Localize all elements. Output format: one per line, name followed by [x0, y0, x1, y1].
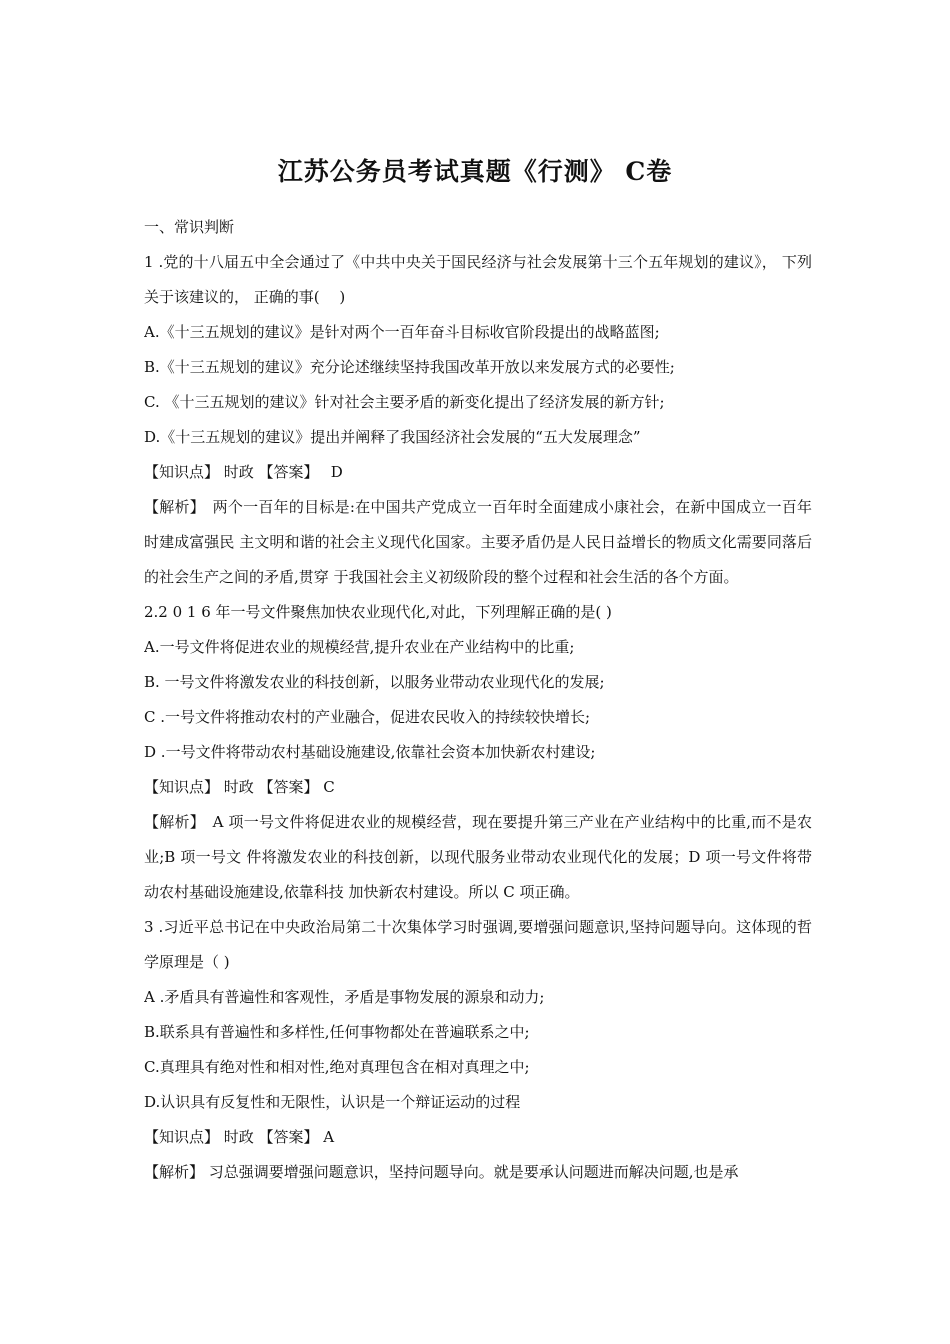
document-body [144, 210, 812, 1190]
question-1-option-c: C. 《十三五规划的建议》针对社会主要矛盾的新变化提出了经济发展的新方针; [144, 393, 665, 411]
question-1-stem: 1 .党的十八届五中全会通过了《中共中央关于国民经济与社会发展第十三个五年规划的建议》， 下列关于该建议的， 正确的事( ) [144, 253, 812, 306]
question-3-option-a: A .矛盾具有普遍性和客观性，矛盾是事物发展的源泉和动力; [144, 988, 545, 1006]
question-1-analysis: 【解析】 两个一百年的目标是:在中国共产党成立一百年时全面建成小康社会，在新中国成立一百年时建成富强民 主文明和谐的社会主义现代化国家。主要矛盾仍是人民日益增长的物质文化需要同落后的社会生产之间的矛盾,贯穿 于我国社会主义初级阶段的整个过程和社会生活的各个方面。 [144, 498, 812, 586]
question-2-answer: 【知识点】 时政 【答案】 C [144, 778, 335, 796]
question-3-option-d: D.认识具有反复性和无限性，认识是一个辩证运动的过程 [144, 1093, 521, 1111]
question-2-stem: 2.2 0 1 6 年一号文件聚焦加快农业现代化,对此，下列理解正确的是( ) [144, 603, 612, 621]
section-heading: 一、常识判断 [144, 218, 235, 236]
question-2-analysis: 【解析】 A 项一号文件将促进农业的规模经营，现在要提升第三产业在产业结构中的比重,而不是农业;B 项一号文 件将激发农业的科技创新，以现代服务业带动农业现代化的发展；D 项一号文件将带动农村基础设施建设,依靠科技 加快新农村建设。所以 C 项正确。 [144, 813, 812, 901]
question-2-option-c: C .一号文件将推动农村的产业融合，促进农民收入的持续较快增长; [144, 708, 591, 726]
question-1-option-a: A.《十三五规划的建议》是针对两个一百年奋斗目标收官阶段提出的战略蓝图; [144, 323, 660, 341]
question-2-option-a: A.一号文件将促进农业的规模经营,提升农业在产业结构中的比重; [144, 638, 575, 656]
question-1-option-b: B.《十三五规划的建议》充分论述继续坚持我国改革开放以来发展方式的必要性; [144, 358, 675, 376]
question-1-option-d: D.《十三五规划的建议》提出并阐释了我国经济社会发展的“五大发展理念” [144, 428, 641, 446]
question-3-option-b: B.联系具有普遍性和多样性,任何事物都处在普遍联系之中; [144, 1023, 530, 1041]
question-1-answer: 【知识点】 时政 【答案】 D [144, 463, 343, 481]
question-3-answer: 【知识点】 时政 【答案】 A [144, 1128, 335, 1146]
question-3-analysis: 【解析】 习总强调要增强问题意识，坚持问题导向。就是要承认问题进而解决问题,也是承 [144, 1163, 739, 1181]
question-3-option-c: C.真理具有绝对性和相对性,绝对真理包含在相对真理之中; [144, 1058, 530, 1076]
question-2-option-b: B. 一号文件将激发农业的科技创新，以服务业带动农业现代化的发展; [144, 673, 605, 691]
question-3-stem: 3 .习近平总书记在中央政治局第二十次集体学习时强调,要增强问题意识,坚持问题导向。这体现的哲学原理是（ ) [144, 918, 812, 971]
question-2-option-d: D .一号文件将带动农村基础设施建设,依靠社会资本加快新农村建设; [144, 743, 596, 761]
document-title: 江苏公务员考试真题《行测》 C卷 [277, 157, 673, 186]
